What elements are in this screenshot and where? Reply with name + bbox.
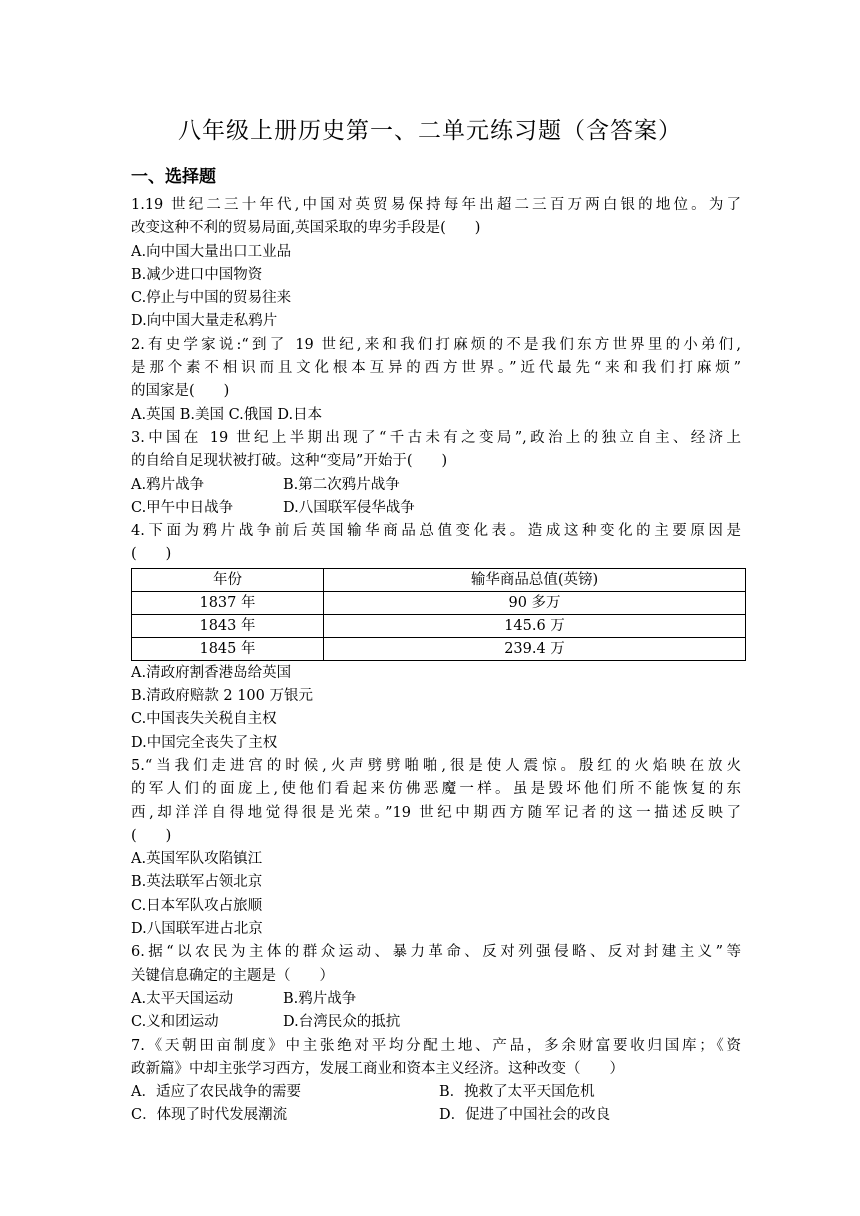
question-4 [131,520,741,755]
table-cell: 90 多万 [324,591,746,614]
options-row [131,988,741,1011]
option-b: B.减少进口中国物资 [131,266,263,283]
question-stem-line: ( ) [131,827,172,844]
option-b: B.清政府赔款 2 100 万银元 [131,688,313,705]
options-row [131,1104,741,1127]
table-header-value: 输华商品总值(英镑) [324,568,746,591]
option-b: B.英法联军占领北京 [131,874,263,891]
option-b: B.第二次鸦片战争 [283,476,400,493]
question-3 [131,427,741,520]
option-a: A.太平天国运动 [131,990,234,1007]
table-row [132,591,746,614]
option-c: C.甲午中日战争 [131,499,234,516]
option-a: A.向中国大量出口工业品 [131,243,292,260]
option-a: A.鸦片战争 [131,476,205,493]
table-row [132,637,746,660]
section-heading: 一、选择题 [131,167,216,187]
page-title: 八年级上册历史第一、二单元练习题（含答案） [178,118,682,144]
question-stem-line: 改变这种不利的贸易局面,英国采取的卑劣手段是( ) [131,220,481,237]
question-stem-line: 4.下面为鸦片战争前后英国输华商品总值变化表。造成这种变化的主要原因是 [131,523,741,540]
question-stem-line: 的军人们的面庞上,使他们看起来仿佛恶魔一样。虽是毁坏他们所不能恢复的东 [131,781,741,798]
option-a: A．适应了农民战争的需要 [131,1084,301,1101]
table-cell: 145.6 万 [324,614,746,637]
option-d: D．促进了中国社会的改良 [439,1107,611,1124]
option-d: D.八国联军进占北京 [131,921,263,938]
options-row [131,497,741,520]
question-stem-line: 关键信息确定的主题是（ ） [131,967,334,984]
question-stem-line: 6.据“以农民为主体的群众运动、暴力革命、反对列强侵略、反对封建主义”等 [131,944,741,961]
question-1 [131,194,741,334]
question-list [131,194,741,1128]
data-table [131,568,746,661]
question-stem-line: 的国家是( ) [131,383,230,400]
question-stem-line: 的自给自足现状被打破。这种“变局”开始于( ) [131,453,448,470]
question-stem-line: 是那个素不相识而且文化根本互异的西方世界。”近代最先“来和我们打麻烦” [131,360,741,377]
question-2 [131,334,741,427]
question-stem-line: 7.《天朝田亩制度》中主张绝对平均分配土地、产品，多余财富要收归国库；《资 [131,1037,741,1054]
table-cell: 1843 年 [132,614,324,637]
option-c: C.义和团运动 [131,1014,219,1031]
table-header-year: 年份 [132,568,324,591]
option-c: C.停止与中国的贸易往来 [131,290,292,307]
options-row [131,1081,741,1104]
options-row [131,1011,741,1034]
question-stem-line: 1.19 世纪二三十年代,中国对英贸易保持每年出超二三百万两白银的地位。为了 [131,197,741,213]
question-stem-line: 西,却洋洋自得地觉得很是光荣。”19 世纪中期西方随军记者的这一描述反映了 [131,804,741,821]
question-stem-line: 3.中国在 19 世纪上半期出现了“千古未有之变局”,政治上的独立自主、经济上 [131,429,741,446]
table-header-row [132,568,746,591]
question-6 [131,941,741,1034]
option-d: D.八国联军侵华战争 [283,499,415,516]
question-7 [131,1035,741,1128]
question-stem-line: 5.“当我们走进宫的时候,火声劈劈啪啪,很是使人震惊。殷红的火焰映在放火 [131,757,741,774]
options-row [131,474,741,497]
option-d: D.台湾民众的抵抗 [283,1014,401,1031]
question-stem-line: ( ) [131,546,172,563]
option-b: B.鸦片战争 [283,990,357,1007]
option-a: A.清政府割香港岛给英国 [131,664,292,681]
option-d: D.向中国大量走私鸦片 [131,313,278,330]
question-stem-line: 2.有史学家说:“到了 19 世纪,来和我们打麻烦的不是我们东方世界里的小弟们, [131,336,741,353]
question-stem-line: 政新篇》中却主张学习西方，发展工商业和资本主义经济。这种改变（ ） [131,1060,624,1077]
option-c: C.日本军队攻占旅顺 [131,897,263,914]
option-d: D.中国完全丧失了主权 [131,734,278,751]
option-c: C．体现了时代发展潮流 [131,1107,288,1124]
options-line: A.英国 B.美国 C.俄国 D.日本 [131,406,323,423]
table-cell: 1837 年 [132,591,324,614]
option-a: A.英国军队攻陷镇江 [131,851,263,868]
option-c: C.中国丧失关税自主权 [131,711,277,728]
table-row [132,614,746,637]
table-cell: 1845 年 [132,637,324,660]
question-5 [131,755,741,941]
table-cell: 239.4 万 [324,637,746,660]
option-b: B．挽救了太平天国危机 [439,1084,595,1101]
